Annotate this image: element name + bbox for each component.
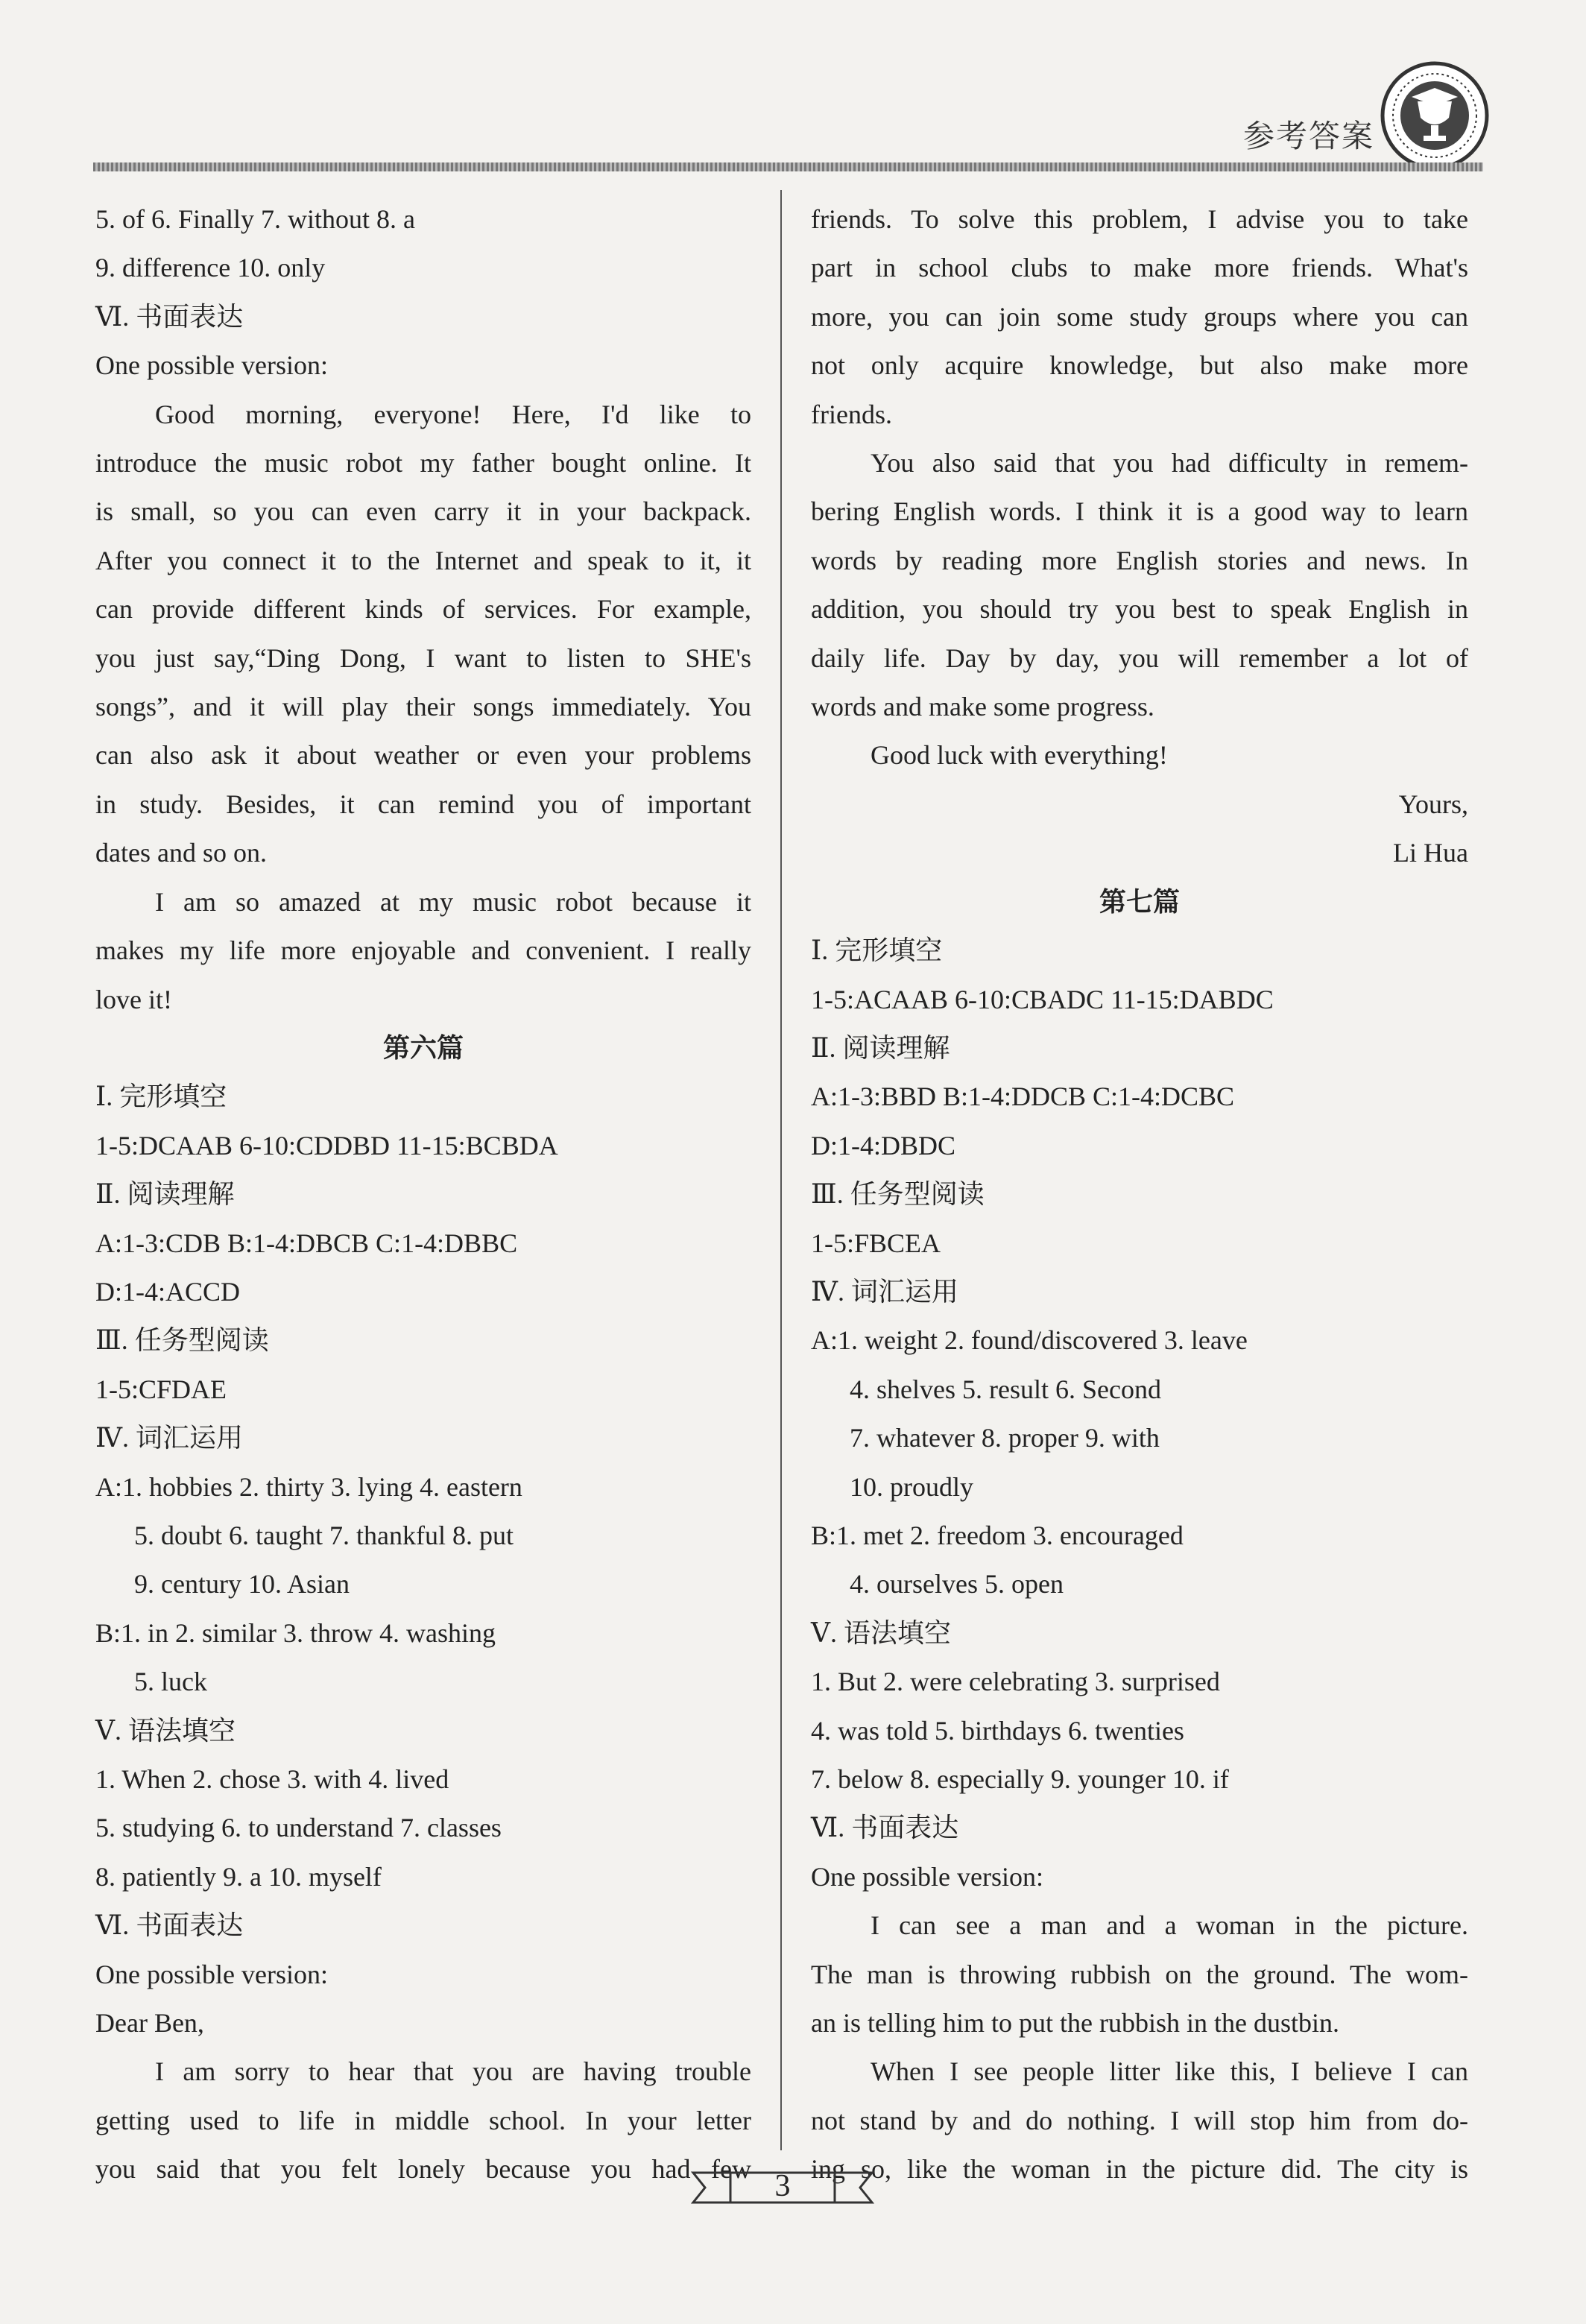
right-line: A:1. weight 2. found/discovered 3. leave <box>811 1325 1248 1356</box>
left-line: introduce the music robot my father bought online. It <box>95 448 751 479</box>
right-line: 7. below 8. especially 9. younger 10. if <box>811 1764 1229 1794</box>
left-line: 5. studying 6. to understand 7. classes <box>95 1813 502 1843</box>
left-line: A:1-3:CDB B:1-4:DBCB C:1-4:DBBC <box>95 1228 518 1258</box>
right-line: 1-5:FBCEA <box>811 1228 941 1258</box>
left-line: makes my life more enjoyable and convenient. I really <box>95 935 751 966</box>
right-line: Ⅰ. 完形填空 <box>811 935 943 966</box>
right-line: A:1-3:BBD B:1-4:DDCB C:1-4:DCBC <box>811 1082 1235 1112</box>
header-label: 参考答案 <box>1243 120 1375 154</box>
right-line: 4. was told 5. birthdays 6. twenties <box>811 1715 1184 1746</box>
header-rule <box>93 162 1483 171</box>
left-line: dates and so on. <box>95 838 267 868</box>
left-line: 9. century 10. Asian <box>134 1569 350 1600</box>
left-line: songs”, and it will play their songs immediately. You <box>95 692 751 722</box>
right-line: an is telling him to put the rubbish in the dustbin. <box>811 2008 1339 2039</box>
right-line: D:1-4:DBDC <box>811 1130 956 1161</box>
right-line: Ⅴ. 语法填空 <box>811 1617 951 1648</box>
right-line: Ⅵ. 书面表达 <box>811 1813 959 1843</box>
left-line: 9. difference 10. only <box>95 253 326 283</box>
page-number-badge <box>686 2165 879 2210</box>
left-line: D:1-4:ACCD <box>95 1276 241 1307</box>
right-line: ing so, like the woman in the picture did. The city is <box>811 2154 1468 2185</box>
right-line: 第七篇 <box>1099 886 1180 917</box>
right-column <box>811 195 1468 2194</box>
left-line: B:1. in 2. similar 3. throw 4. washing <box>95 1617 496 1648</box>
right-line: B:1. met 2. freedom 3. encouraged <box>811 1520 1184 1550</box>
left-line: 1-5:CFDAE <box>95 1374 227 1404</box>
right-line: 1-5:ACAAB 6-10:CBADC 11-15:DABDC <box>811 984 1274 1014</box>
right-line: The man is throwing rubbish on the ground. The wom- <box>811 1959 1468 1989</box>
left-line: Ⅴ. 语法填空 <box>95 1715 236 1746</box>
left-line: Good morning, everyone! Here, I'd like to <box>155 399 751 429</box>
right-line: 1. But 2. were celebrating 3. surprised <box>811 1667 1220 1697</box>
left-line: A:1. hobbies 2. thirty 3. lying 4. eastern <box>95 1471 522 1502</box>
left-line: 5. luck <box>134 1667 207 1697</box>
left-line: One possible version: <box>95 350 328 381</box>
left-column <box>95 195 751 2194</box>
right-line: part in school clubs to make more friends. What's <box>811 253 1468 283</box>
right-line: not stand by and do nothing. I will stop him from do- <box>811 2105 1468 2135</box>
right-line: words and make some progress. <box>811 692 1154 722</box>
right-line: friends. To solve this problem, I advise you to take <box>811 204 1468 234</box>
left-line: Ⅵ. 书面表达 <box>95 1910 244 1941</box>
left-line: I am sorry to hear that you are having trouble <box>155 2056 751 2087</box>
left-line: in study. Besides, it can remind you of important <box>95 789 751 819</box>
left-line: After you connect it to the Internet and speak to it, it <box>95 545 751 575</box>
left-line: 第六篇 <box>382 1032 464 1063</box>
right-line: daily life. Day by day, you will remember a lot of <box>811 642 1468 673</box>
left-line: getting used to life in middle school. In your letter <box>95 2105 751 2135</box>
left-line: Ⅵ. 书面表达 <box>95 301 244 332</box>
right-line: addition, you should try you best to speak English in <box>811 594 1468 625</box>
right-line: bering English words. I think it is a good way to learn <box>811 496 1468 527</box>
right-line: words by reading more English stories and news. In <box>811 545 1468 575</box>
trophy-seal-icon <box>1379 60 1491 171</box>
right-line: not only acquire knowledge, but also make more <box>811 350 1468 381</box>
left-line: I am so amazed at my music robot because it <box>155 886 751 917</box>
right-line: more, you can join some study groups where you can <box>811 301 1468 332</box>
right-line: 4. ourselves 5. open <box>850 1569 1064 1600</box>
right-line: Yours, <box>1398 789 1468 819</box>
right-line: Li Hua <box>1393 838 1468 868</box>
right-line: You also said that you had difficulty in remem- <box>871 448 1468 479</box>
right-line: Good luck with everything! <box>871 740 1168 771</box>
left-line: love it! <box>95 984 172 1014</box>
right-line: One possible version: <box>811 1861 1043 1892</box>
left-line: 1. When 2. chose 3. with 4. lived <box>95 1764 449 1794</box>
left-line: Ⅲ. 任务型阅读 <box>95 1325 269 1356</box>
left-line: 5. doubt 6. taught 7. thankful 8. put <box>134 1520 514 1550</box>
left-line: you said that you felt lonely because you had few <box>95 2154 751 2185</box>
right-line: When I see people litter like this, I believe I can <box>871 2056 1468 2087</box>
right-line: Ⅳ. 词汇运用 <box>811 1276 958 1307</box>
left-line: Ⅱ. 阅读理解 <box>95 1179 235 1210</box>
left-line: 1-5:DCAAB 6-10:CDDBD 11-15:BCBDA <box>95 1130 558 1161</box>
right-line: 7. whatever 8. proper 9. with <box>850 1423 1160 1453</box>
left-line: is small, so you can even carry it in your backpack. <box>95 496 751 527</box>
right-line: Ⅱ. 阅读理解 <box>811 1032 950 1063</box>
column-divider <box>780 190 782 2150</box>
left-line: Ⅰ. 完形填空 <box>95 1082 227 1112</box>
right-line: 4. shelves 5. result 6. Second <box>850 1374 1161 1404</box>
right-line: Ⅲ. 任务型阅读 <box>811 1179 985 1210</box>
left-line: 8. patiently 9. a 10. myself <box>95 1861 382 1892</box>
page-number: 3 <box>774 2169 791 2203</box>
left-line: Dear Ben, <box>95 2008 204 2039</box>
right-line: 10. proudly <box>850 1471 973 1502</box>
left-line: One possible version: <box>95 1959 328 1989</box>
left-line: you just say,“Ding Dong, I want to listen to SHE's <box>95 642 751 673</box>
left-line: Ⅳ. 词汇运用 <box>95 1423 243 1453</box>
right-line: I can see a man and a woman in the picture. <box>871 1910 1468 1941</box>
left-line: can provide different kinds of services. For example, <box>95 594 751 625</box>
left-line: can also ask it about weather or even your problems <box>95 740 751 771</box>
left-line: 5. of 6. Finally 7. without 8. a <box>95 204 415 234</box>
right-line: friends. <box>811 399 892 429</box>
